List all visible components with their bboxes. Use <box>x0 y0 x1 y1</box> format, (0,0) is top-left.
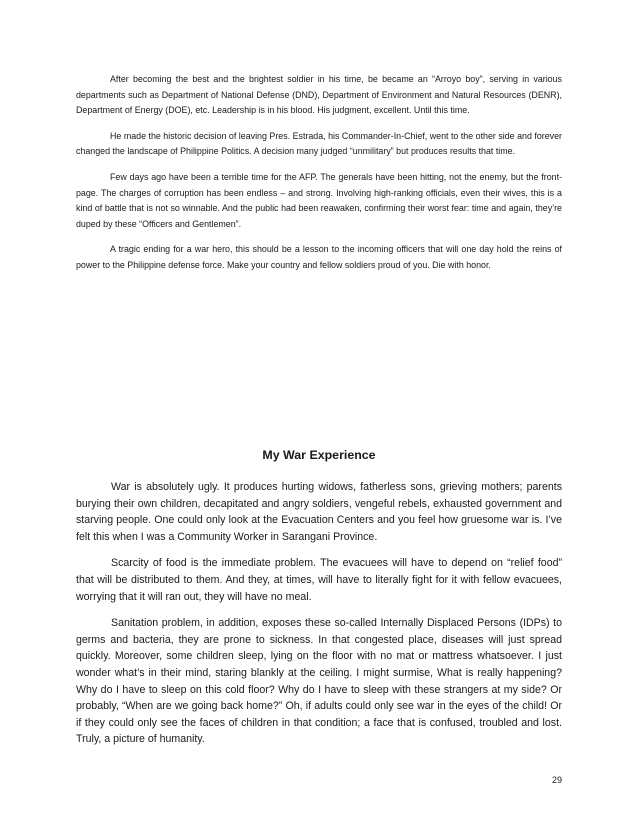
previous-article-section <box>76 72 562 284</box>
paragraph: Scarcity of food is the immediate problem. The evacuees will have to depend on “relief food” that will be distributed to them. And they, at times, will have to literally fight for it with fellow evacuees, worrying that it will ran out, they will have no meal. <box>76 557 562 603</box>
paragraph: War is absolutely ugly. It produces hurting widows, fatherless sons, grieving mothers; parents burying their own children, decapitated and angry soldiers, vengeful rebels, exhausted government and starving people. One could only look at the Evacuation Centers and you feel how gruesome war is. I’ve felt this when I was a Community Worker in Sarangani Province. <box>76 481 562 543</box>
page-number: 29 <box>551 775 562 785</box>
paragraph: Few days ago have been a terrible time for the AFP. The generals have been hitting, not the enemy, but the front-page. The charges of corruption has been endless – and strong. Involving high-ranking officials, even their wives, this is a kind of battle that is not so winnable. And the public had been reawaken, confirming their worst fear: time and again, they’re duped by these “Officers and Gentlemen”. <box>76 171 562 229</box>
article-body <box>76 479 562 758</box>
paragraph: Sanitation problem, in addition, exposes these so-called Internally Displaced Persons (IDPs) to germs and bacteria, they are prone to sickness. In that congested place, diseases will just spread quickly. Moreover, some children sleep, lying on the floor with no mat or mattress whatsoever. I just wonder what’s in their mind, staring blankly at the ceiling. I might surmise, What is really happening? Why do I have to sleep on this cold floor? Why do I have to sleep with these strangers at my side? Or probably, “When are we going back home?” Oh, if adults could only see war in the eyes of the child! Or if they could only see the faces of children in that condition; a face that is confused, troubled and lost. Truly, a picture of humanity. <box>76 617 562 746</box>
paragraph: He made the historic decision of leaving Pres. Estrada, his Commander-In-Chief, went to the other side and forever changed the landscape of Philippine Politics. A decision many judged “unmilitary” but produces results that time. <box>76 130 562 157</box>
paragraph: A tragic ending for a war hero, this should be a lesson to the incoming officers that will one day hold the reins of power to the Philippine defense force. Make your country and fellow soldiers proud of you. Die with honor. <box>76 244 562 270</box>
paragraph: After becoming the best and the brightest soldier in his time, be became an “Arroyo boy”, serving in various departments such as Department of National Defense (DND), Department of Environment and Natural Resources (DENR), Department of Energy (DOE), etc. Leadership is in his blood. His judgment, excellent. Until this time. <box>76 74 562 116</box>
article-title: My War Experience <box>262 448 376 462</box>
